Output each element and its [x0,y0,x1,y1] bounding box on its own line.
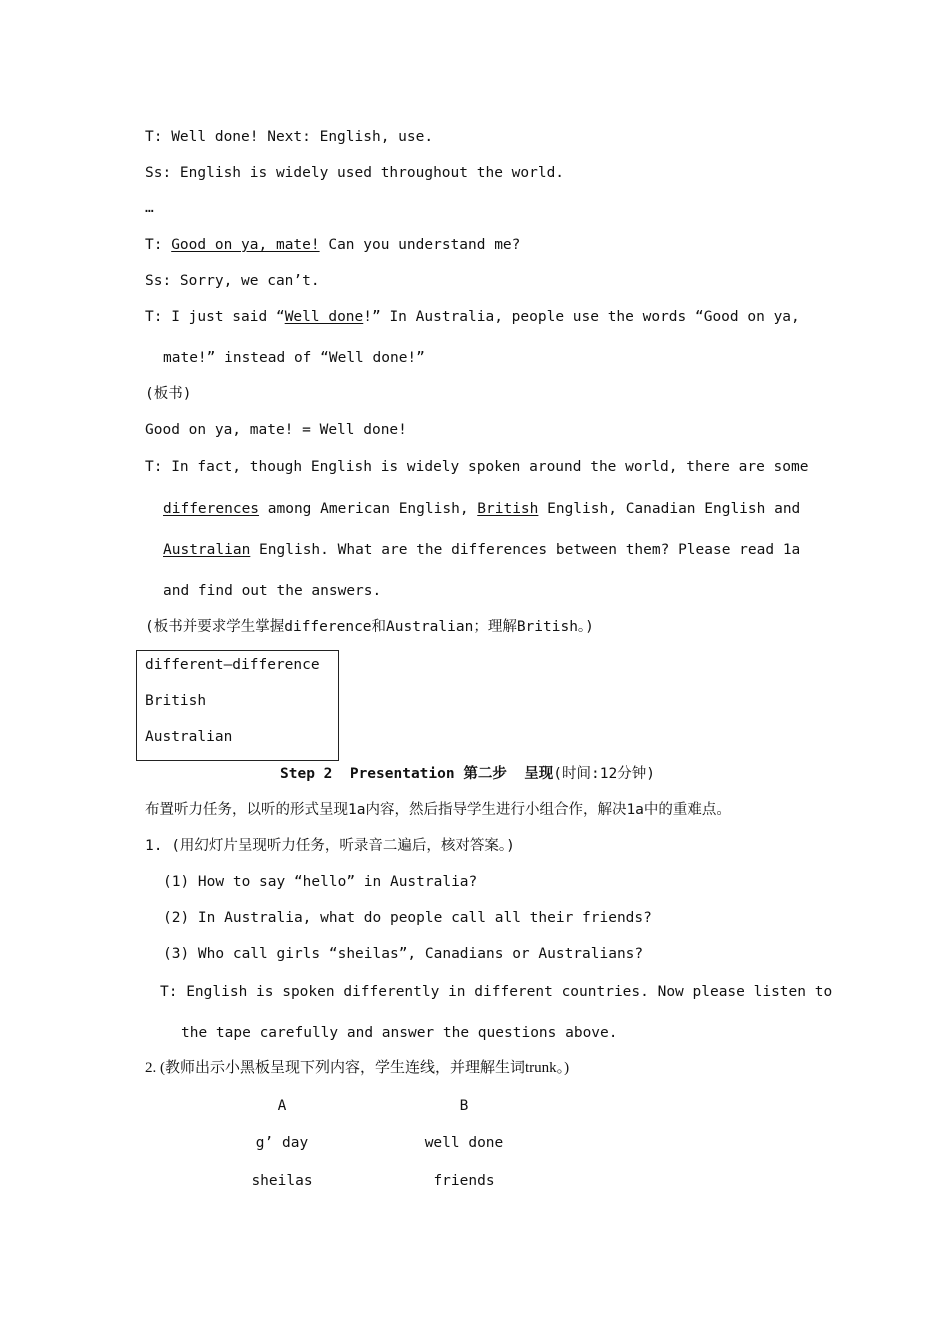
dialogue-line: T: In fact, though English is widely spoken around the world, there are some [145,459,809,475]
dialogue-line: T: English is spoken differently in different countries. Now please listen to [160,984,833,1000]
note: (板书并要求学生掌握difference和Australian；理解British。) [145,619,594,635]
board-line: British [145,693,207,709]
underlined-word: differences [163,501,260,517]
column-header-a: A [277,1098,287,1114]
underlined-word: Australian [163,542,251,558]
text: English, Canadian English and [538,501,801,517]
underlined-word: British [477,501,539,517]
text: !” In Australia, people use the words “Good on ya, [363,309,800,325]
dialogue-line: Ss: English is widely used throughout the world. [145,165,565,181]
dialogue-line: mate!” instead of “Well done!” [163,350,425,366]
ellipsis: … [145,200,154,216]
underlined-phrase: Well done [284,309,364,325]
match-item: sheilas [251,1173,313,1189]
list-item: 1. (用幻灯片呈现听力任务，听录音二遍后，核对答案。) [145,838,515,854]
blackboard-box [136,650,339,761]
text: among American English, [259,501,478,517]
dialogue-line [145,235,520,255]
text: T: [145,237,172,253]
match-item: friends [433,1173,495,1189]
step-title: Step 2 Presentation 第二步 呈现 [280,766,554,782]
text: Can you understand me? [319,237,521,253]
dialogue-line: T: Well done! Next: English, use. [145,129,434,145]
question: (1) How to say “hello” in Australia? [163,874,478,890]
section-heading [280,764,655,784]
underlined-phrase: Good on ya, mate! [171,237,320,253]
step-time: (时间:12分钟) [553,766,655,782]
question: (2) In Australia, what do people call all their friends? [163,910,652,926]
board-line: different—difference [145,657,320,673]
question: (3) Who call girls “sheilas”, Canadians or Australians? [163,946,644,962]
match-item: g’ day [255,1135,309,1151]
board-line: Australian [145,729,233,745]
dialogue-line [163,540,800,560]
match-item: well done [424,1135,504,1151]
paragraph: 布置听力任务，以听的形式呈现1a内容，然后指导学生进行小组合作，解决1a中的重难点。 [145,802,731,818]
dialogue-line [145,307,800,327]
board-note: Good on ya, mate! = Well done! [145,422,407,438]
note: (板书) [145,386,192,402]
dialogue-line: and find out the answers. [163,583,382,599]
list-item: 2. (教师出示小黑板呈现下列内容，学生连线，并理解生词trunk。) [145,1060,570,1076]
dialogue-line [163,499,800,519]
dialogue-line: Ss: Sorry, we can’t. [145,273,320,289]
text: T: I just said “ [145,309,285,325]
column-header-b: B [459,1098,469,1114]
text: English. What are the differences between them? Please read 1a [250,542,801,558]
dialogue-line: the tape carefully and answer the questions above. [181,1025,618,1041]
